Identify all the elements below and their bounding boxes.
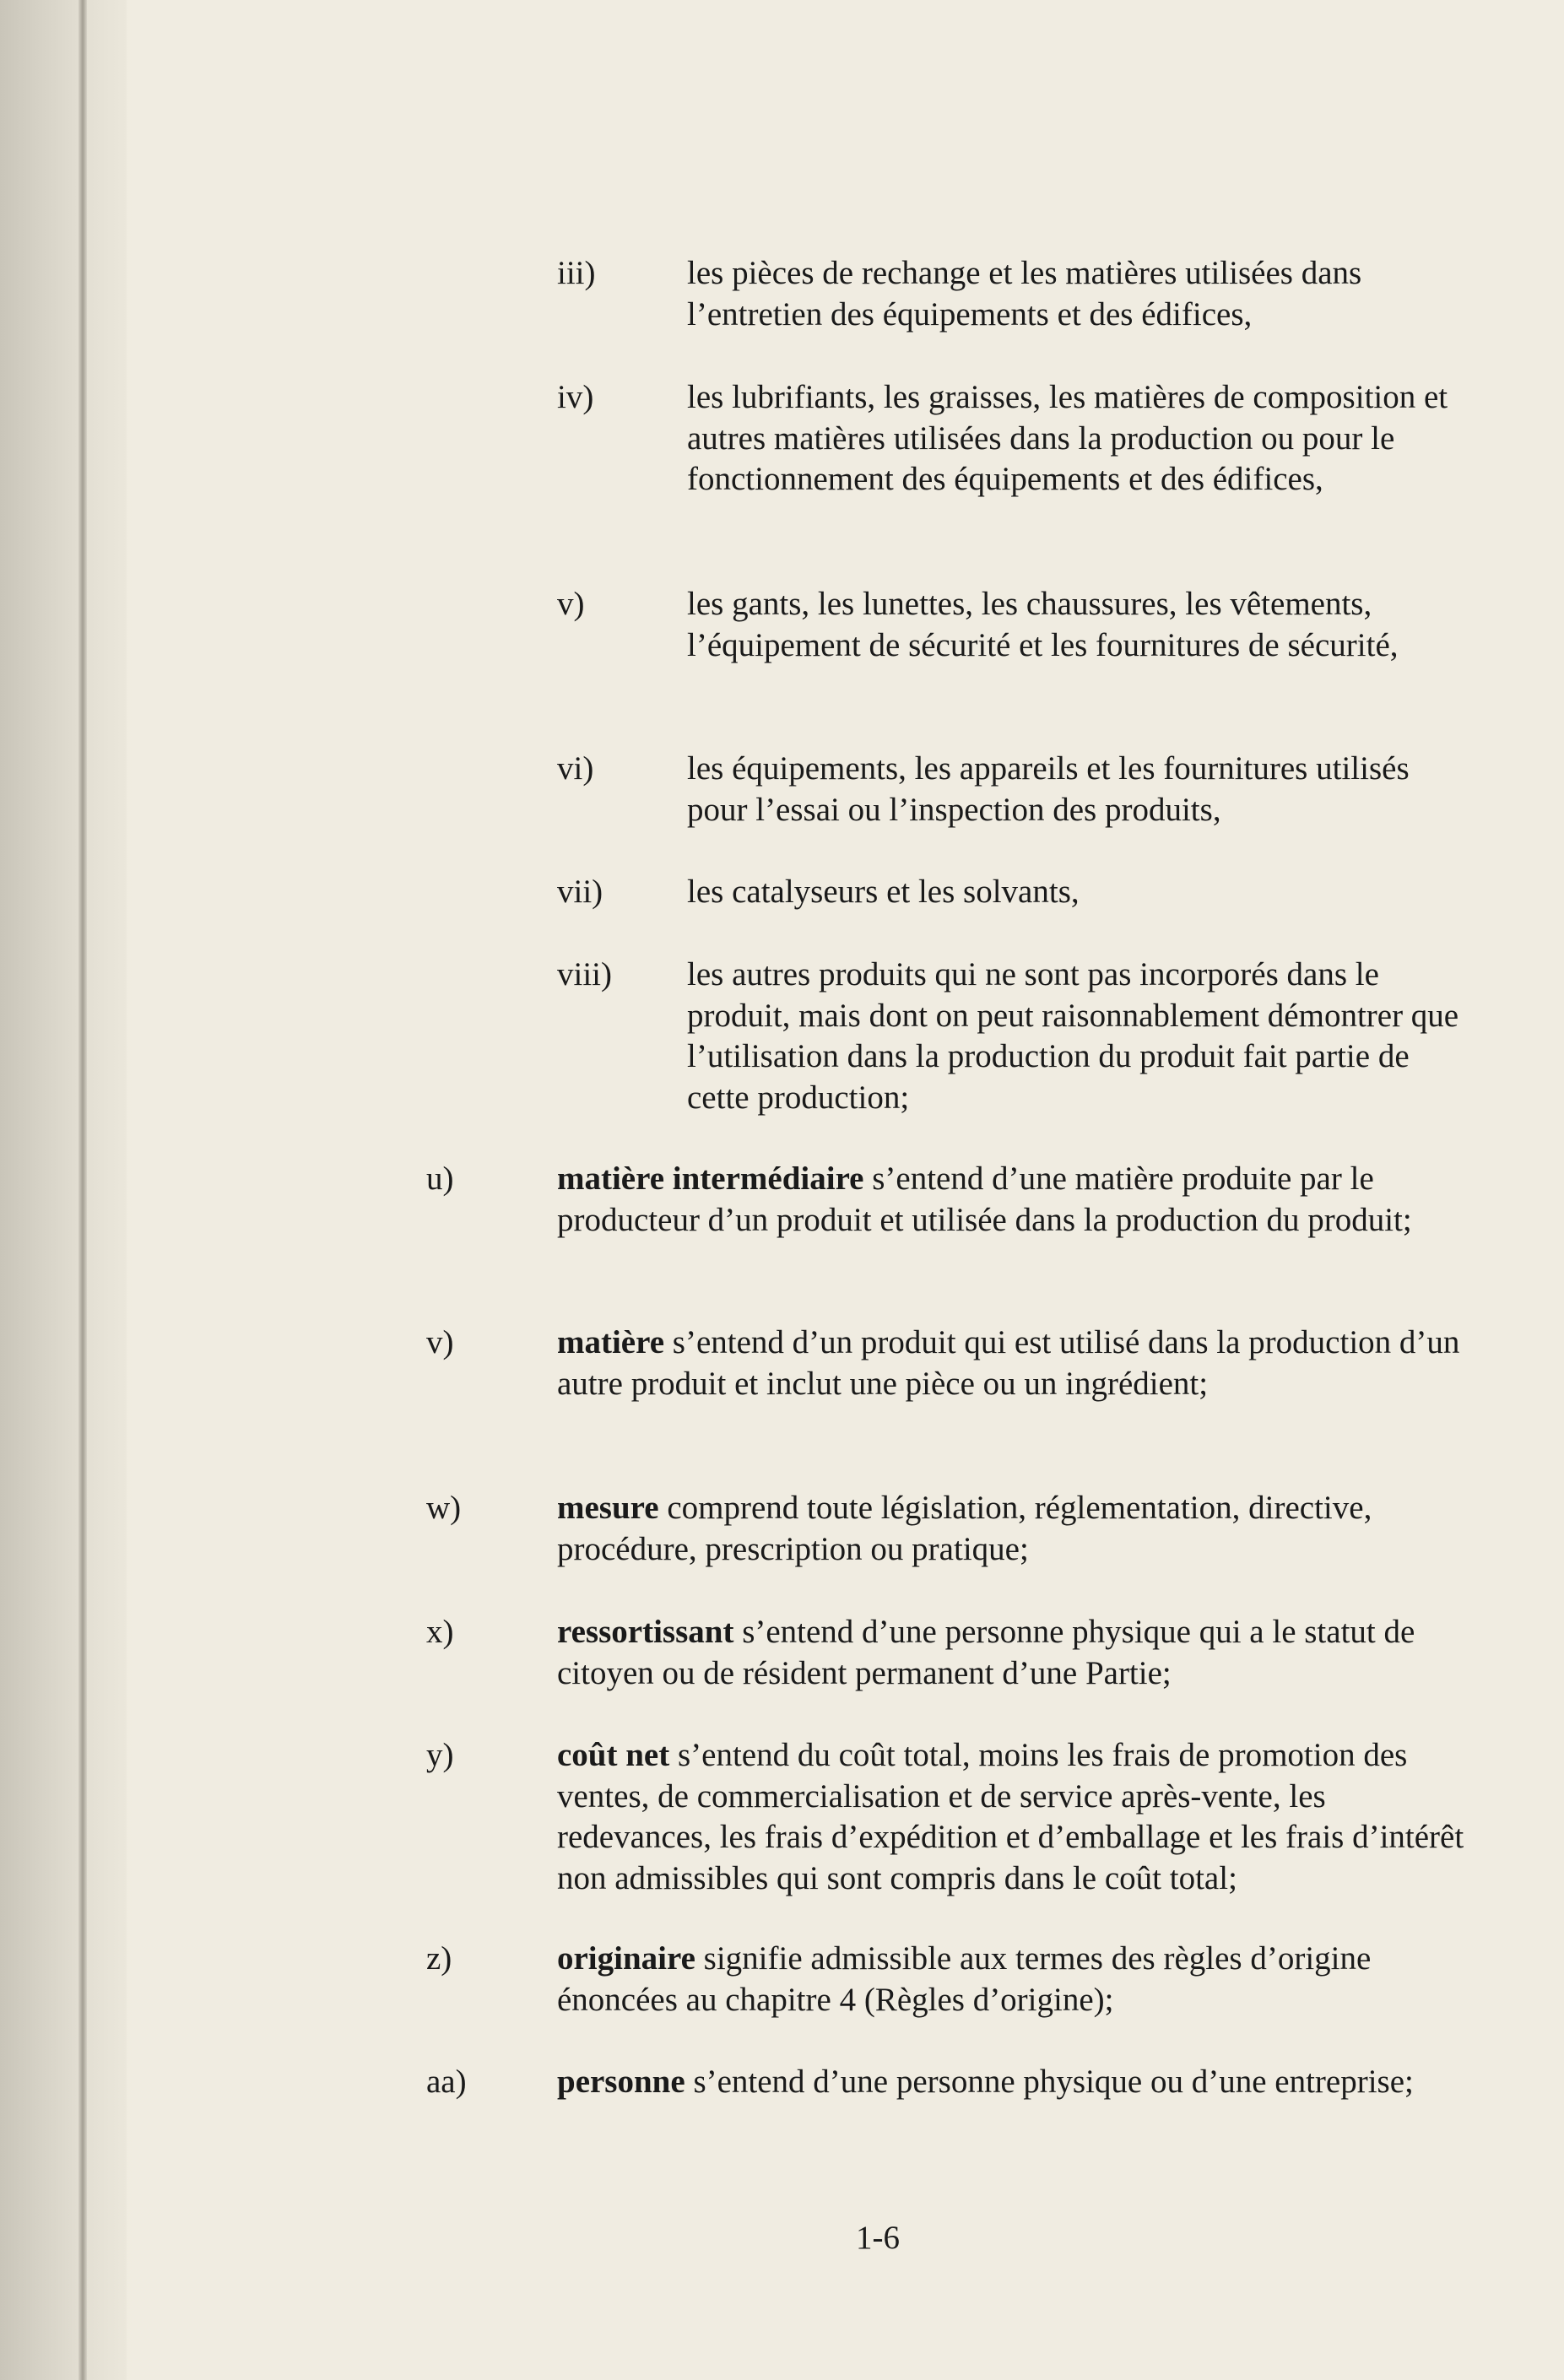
definition-label: z) (426, 1940, 452, 1977)
binding-shadow (0, 0, 127, 2380)
sub-item-text: les autres produits qui ne sont pas incorporés dans le produit, mais dont on peut raisonnablement démontrer que l’utilisation dans la production du produit fait partie de cette production; (687, 956, 1459, 1116)
sub-item-label: viii) (557, 956, 612, 993)
defined-term: matière (557, 1324, 665, 1360)
sub-item-text: les gants, les lunettes, les chaussures, les vêtements, l’équipement de sécurité et les fournitures de sécurité, (687, 586, 1399, 663)
sub-item-text: les équipements, les appareils et les fournitures utilisés pour l’essai ou l’inspection des produits, (687, 750, 1410, 828)
definition-label: w) (426, 1490, 462, 1526)
sub-item-label: iii) (557, 255, 596, 291)
definition-label: aa) (426, 2064, 467, 2100)
sub-item-label: v) (557, 586, 585, 622)
page-number: 1-6 (856, 2220, 900, 2256)
definition-body: s’entend d’une personne physique qui a le statut de citoyen ou de résident permanent d’une Partie; (557, 1614, 1415, 1691)
defined-term: personne (557, 2064, 685, 2100)
definition-text (557, 1488, 1469, 1570)
definition-text (557, 1159, 1469, 1241)
definition-body: s’entend d’une matière produite par le producteur d’un produit et utilisée dans la production du produit; (557, 1160, 1412, 1238)
sub-item-text: les pièces de rechange et les matières utilisées dans l’entretien des équipements et des édifices, (687, 255, 1362, 333)
definition-label: y) (426, 1737, 454, 1773)
defined-term: ressortissant (557, 1614, 734, 1650)
definition-body: s’entend d’une personne physique ou d’une entreprise; (685, 2064, 1414, 2100)
sub-item-text: les catalyseurs et les solvants, (687, 874, 1080, 910)
definition-body: s’entend d’un produit qui est utilisé dans la production d’un autre produit et inclut une pièce ou un ingrédient; (557, 1324, 1460, 1402)
definition-label: v) (426, 1324, 454, 1360)
definition-text (557, 1939, 1469, 2020)
sub-item-label: iv) (557, 379, 594, 415)
definition-body: comprend toute législation, réglementation, directive, procédure, prescription ou pratique; (557, 1490, 1372, 1567)
definition-label: x) (426, 1614, 454, 1650)
binding-fold (78, 0, 87, 2380)
defined-term: coût net (557, 1737, 670, 1773)
sub-item-text: les lubrifiants, les graisses, les matières de composition et autres matières utilisées dans la production ou pour le fonctionnement des équipements et des édifices, (687, 379, 1448, 497)
defined-term: originaire (557, 1940, 695, 1977)
sub-item-label: vi) (557, 750, 594, 787)
sub-item-label: vii) (557, 874, 603, 910)
definition-text (557, 1735, 1469, 1899)
defined-term: mesure (557, 1490, 659, 1526)
definition-body: s’entend du coût total, moins les frais de promotion des ventes, de commercialisation et de service après-vente, les redevances, les frais d’expédition et d’emballage et les frais d’intérêt non admissibles qui sont compris dans le coût total; (557, 1737, 1464, 1896)
definition-text (557, 1612, 1469, 1694)
definition-text (557, 2062, 1469, 2103)
definition-label: u) (426, 1160, 454, 1197)
definition-text (557, 1323, 1469, 1404)
definition-body: signifie admissible aux termes des règles d’origine énoncées au chapitre 4 (Règles d’origine); (557, 1940, 1372, 2018)
defined-term: matière intermédiaire (557, 1160, 864, 1197)
